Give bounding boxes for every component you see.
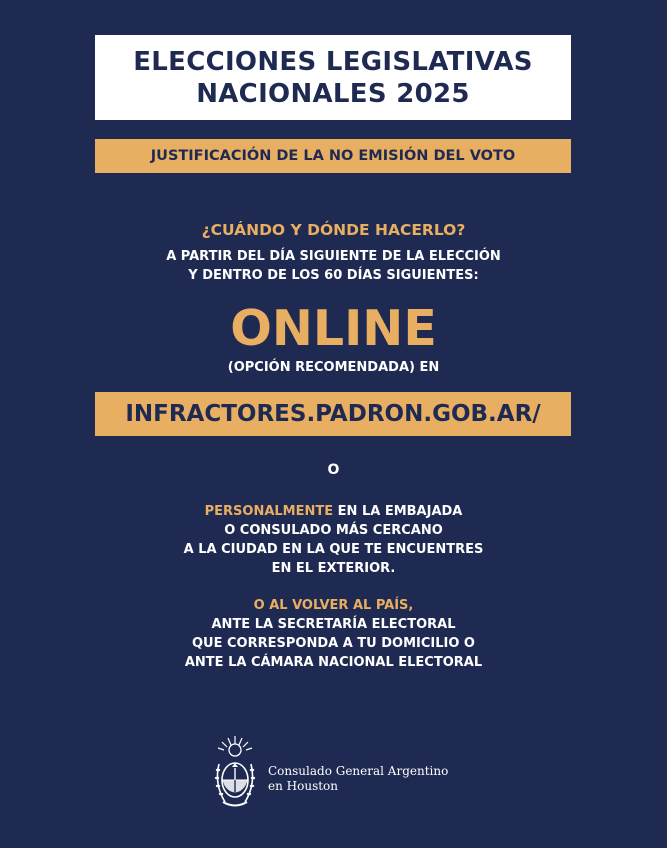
when-line-2: Y DENTRO DE LOS 60 DÍAS SIGUIENTES: <box>188 268 479 283</box>
personal-option <box>0 502 667 578</box>
return-line-4: ANTE LA CÁMARA NACIONAL ELECTORAL <box>184 655 483 670</box>
personal-rest: EN LA EMBAJADA <box>333 504 463 519</box>
return-line-3: QUE CORRESPONDA A TU DOMICILIO O <box>192 636 475 651</box>
personal-line-4: EN EL EXTERIOR. <box>271 561 396 576</box>
online-label: ONLINE <box>230 300 437 357</box>
when-question: ¿CUÁNDO Y DÓNDE HACERLO? <box>201 221 466 239</box>
consulate-line-2: en Houston <box>268 779 338 793</box>
return-option <box>0 596 667 672</box>
url-box <box>95 392 571 436</box>
when-line-1: A PARTIR DEL DÍA SIGUIENTE DE LA ELECCIÓN <box>166 249 501 264</box>
personal-line-1 <box>0 502 667 521</box>
when-text <box>0 247 667 285</box>
personal-line-3: A LA CIUDAD EN LA QUE TE ENCUENTRES <box>183 542 484 557</box>
title-line-1: ELECCIONES LEGISLATIVAS <box>133 46 533 77</box>
return-line-2: ANTE LA SECRETARÍA ELECTORAL <box>211 617 456 632</box>
consulate-name <box>268 764 448 794</box>
title-box <box>95 35 571 120</box>
consulate-line-1: Consulado General Argentino <box>268 764 449 778</box>
argentina-coat-of-arms-icon <box>211 734 259 812</box>
return-highlight: O AL VOLVER AL PAÍS, <box>253 598 414 613</box>
footer <box>211 734 471 814</box>
subtitle-box <box>95 139 571 173</box>
title-line-2: NACIONALES 2025 <box>196 78 470 109</box>
personal-line-2: O CONSULADO MÁS CERCANO <box>224 523 443 538</box>
url-text: INFRACTORES.PADRON.GOB.AR/ <box>125 401 541 427</box>
recommended-text: (OPCIÓN RECOMENDADA) EN <box>227 360 440 375</box>
personal-highlight: PERSONALMENTE <box>204 504 334 519</box>
or-separator: O <box>327 462 340 478</box>
subtitle-text: JUSTIFICACIÓN DE LA NO EMISIÓN DEL VOTO <box>150 148 516 164</box>
